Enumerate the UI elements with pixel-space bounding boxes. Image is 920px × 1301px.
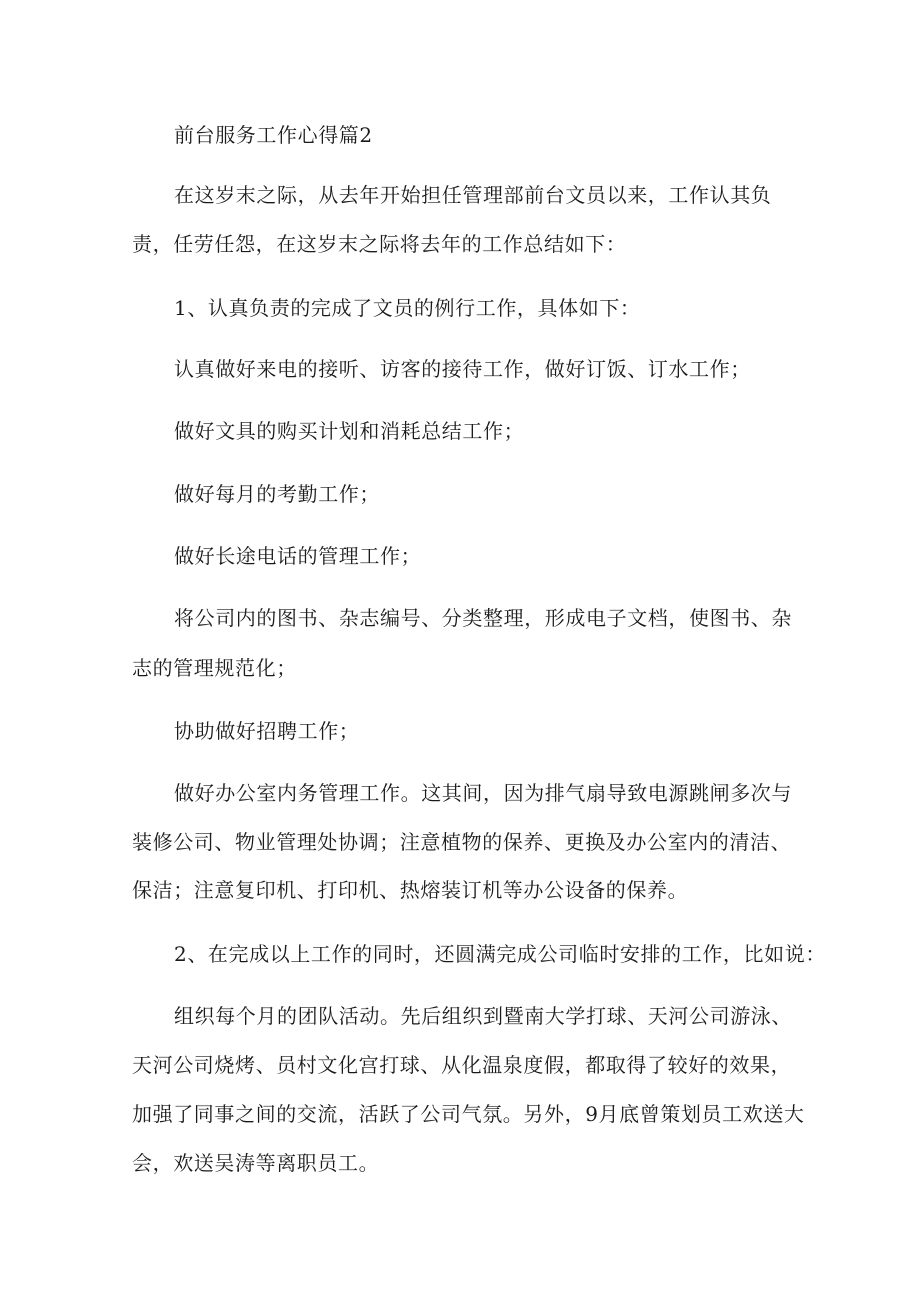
paragraph-line: 协助做好招聘工作； xyxy=(174,719,360,743)
paragraph-line: 做好长途电话的管理工作； xyxy=(174,544,422,568)
paragraph-line: 做好文具的购买计划和消耗总结工作； xyxy=(174,419,525,443)
paragraph-line: 天河公司烧烤、员村文化宫打球、从化温泉度假，都取得了较好的效果， xyxy=(132,1053,792,1077)
paragraph-line: 1、认真负责的完成了文员的例行工作，具体如下： xyxy=(174,296,641,320)
paragraph-line: 志的管理规范化； xyxy=(132,656,297,680)
paragraph-line: 认真做好来电的接听、访客的接待工作，做好订饭、订水工作； xyxy=(174,357,751,381)
paragraph-line: 会，欢送吴涛等离职员工。 xyxy=(132,1151,380,1175)
paragraph-line: 在这岁末之际，从去年开始担任管理部前台文员以来，工作认其负 xyxy=(174,183,772,207)
paragraph-line: 装修公司、物业管理处协调；注意植物的保养、更换及办公室内的清洁、 xyxy=(132,830,792,854)
paragraph-line: 责，任劳任怨，在这岁末之际将去年的工作总结如下： xyxy=(132,232,627,256)
paragraph-line: 组织每个月的团队活动。先后组织到暨南大学打球、天河公司游泳、 xyxy=(174,1004,792,1028)
paragraph-line: 将公司内的图书、杂志编号、分类整理，形成电子文档，使图书、杂 xyxy=(174,606,792,630)
document-title: 前台服务工作心得篇2 xyxy=(174,123,373,147)
paragraph-line: 保洁；注意复印机、打印机、热熔装订机等办公设备的保养。 xyxy=(132,878,689,902)
paragraph-line: 加强了同事之间的交流，活跃了公司气氛。另外，9月底曾策划员工欢送大 xyxy=(132,1102,805,1126)
paragraph-line: 做好办公室内务管理工作。这其间，因为排气扇导致电源跳闸多次与 xyxy=(174,781,792,805)
paragraph-line: 做好每月的考勤工作； xyxy=(174,482,380,506)
paragraph-line: 2、在完成以上工作的同时，还圆满完成公司临时安排的工作，比如说： xyxy=(174,942,826,966)
